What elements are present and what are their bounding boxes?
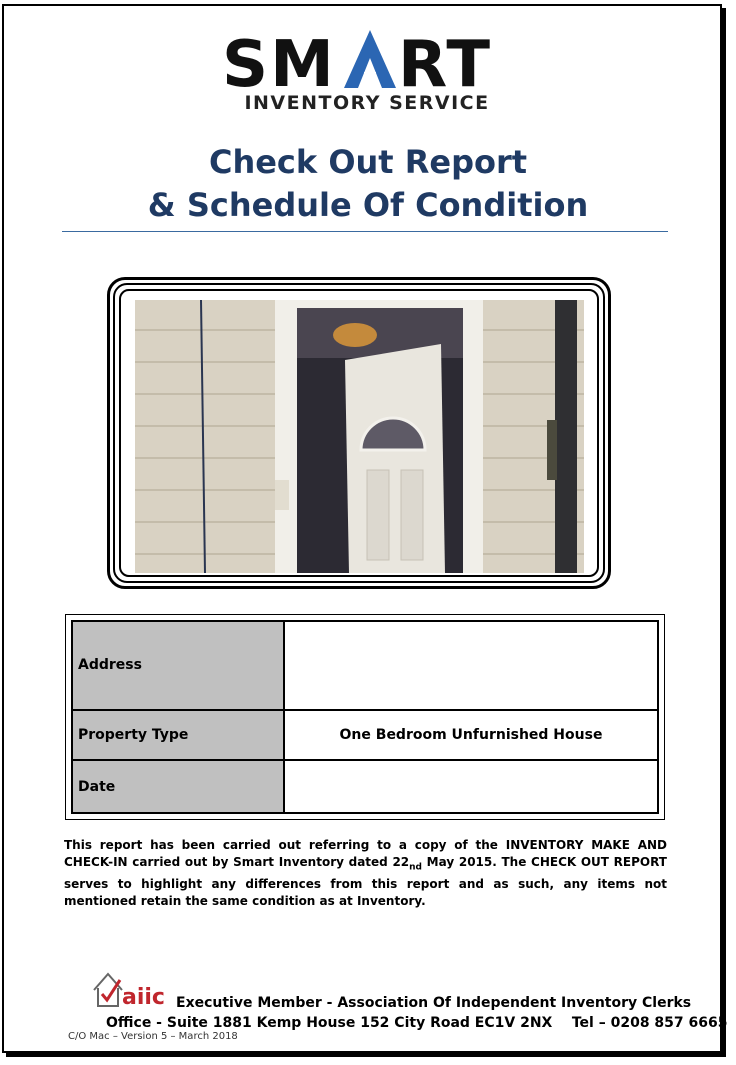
svg-text:RT: RT (398, 28, 493, 92)
report-description (64, 837, 667, 910)
house-a-icon (344, 30, 396, 88)
address-value (284, 621, 658, 710)
version-note: C/O Mac – Version 5 – March 2018 (68, 1031, 238, 1042)
title-divider (62, 231, 668, 232)
date-label: Date (72, 760, 284, 813)
membership-text: Executive Member - Association Of Independent Inventory Clerks (176, 995, 692, 1011)
property-type-value: One Bedroom Unfurnished House (284, 710, 658, 761)
office-telephone: Tel – 0208 857 6665 (571, 1015, 728, 1031)
svg-text:aiic: aiic (122, 985, 165, 1010)
date-value (284, 760, 658, 813)
table-row (72, 760, 658, 813)
property-type-label: Property Type (72, 710, 284, 761)
table-row (72, 621, 658, 710)
description-superscript: nd (409, 862, 422, 873)
logo-subtitle: INVENTORY SERVICE (244, 92, 490, 114)
property-info-table (71, 620, 659, 814)
property-photo (135, 300, 584, 573)
svg-text:SM: SM (222, 28, 336, 92)
address-label: Address (72, 621, 284, 710)
office-address: Office - Suite 1881 Kemp House 152 City Road EC1V 2NX (106, 1015, 553, 1031)
house-check-icon (94, 974, 122, 1006)
description-text-start: This report has been carried out referring to a copy of the INVENTORY MAKE AND CHECK-IN carried out by Smart Inventory dated 22 (64, 838, 667, 869)
aiic-logo (92, 968, 172, 1010)
office-contact-line (106, 1015, 728, 1031)
smart-logo (222, 28, 512, 92)
table-row (72, 710, 658, 761)
report-title-line1: Check Out Report (208, 143, 528, 181)
report-title-line2: & Schedule Of Condition (147, 186, 589, 224)
description-text-end: May 2015. The CHECK OUT REPORT serves to highlight any differences from this report and as such, any items not mentioned retain the same condition as at Inventory. (64, 855, 667, 909)
